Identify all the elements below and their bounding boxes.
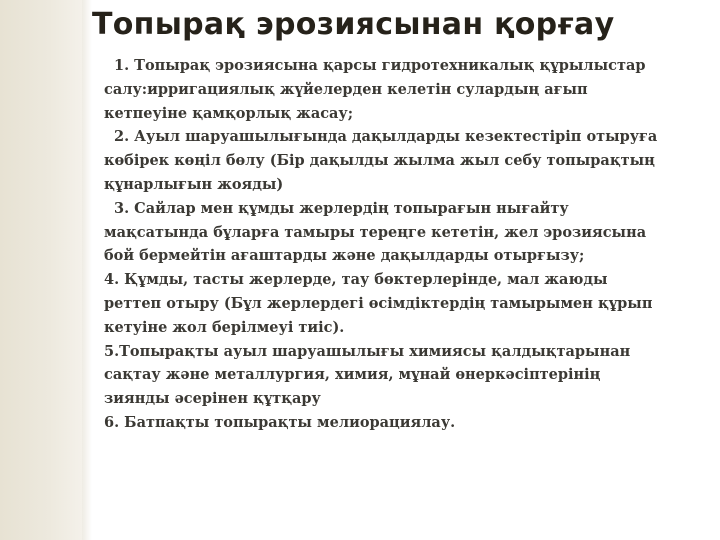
text-line: құнарлығын жояды) (104, 175, 284, 193)
text-line: 6. Батпақты топырақты мелиорациялау. (104, 413, 456, 431)
slide-title: Топырақ эрозиясынан қорғау (92, 7, 615, 42)
text-line: салу:ирригациялық жүйелерден келетін сулардың ағып (104, 80, 588, 98)
text-line: кетуіне жол берілмеуі тиіс). (104, 318, 345, 336)
text-line: кетпеуіне қамқорлық жасау; (104, 104, 354, 122)
text-line: 2. Ауыл шаруашылығында дақылдарды кезектестіріп отыруға (114, 128, 658, 146)
text-line: 5.Топырақты ауыл шаруашылығы химиясы қалдықтарынан (104, 342, 631, 360)
text-line: сақтау және металлургия, химия, мұнай өнеркәсіптерінің (104, 366, 601, 384)
text-line: көбірек көңіл бөлу (Бір дақылды жылма жыл себу топырақтың (104, 152, 655, 170)
slide-side-panel (0, 0, 82, 540)
text-line: мақсатында бұларға тамыры тереңге кететін, жел эрозиясына (104, 223, 647, 241)
slide-body-text (104, 54, 700, 435)
text-line: 1. Топырақ эрозиясына қарсы гидротехникалық құрылыстар (114, 57, 646, 74)
text-line: зиянды әсерінен құтқару (104, 390, 321, 408)
slide-side-panel-edge (82, 0, 92, 540)
text-line: реттеп отыру (Бұл жерлердегі өсімдіктердің тамырымен құрып (104, 294, 653, 312)
text-line: 4. Құмды, тасты жерлерде, тау бөктерлерінде, мал жаюды (104, 271, 608, 289)
text-line: 3. Сайлар мен құмды жерлердің топырағын нығайту (114, 199, 569, 217)
text-line: бой бермейтін ағаштарды және дақылдарды отырғызу; (104, 247, 585, 265)
